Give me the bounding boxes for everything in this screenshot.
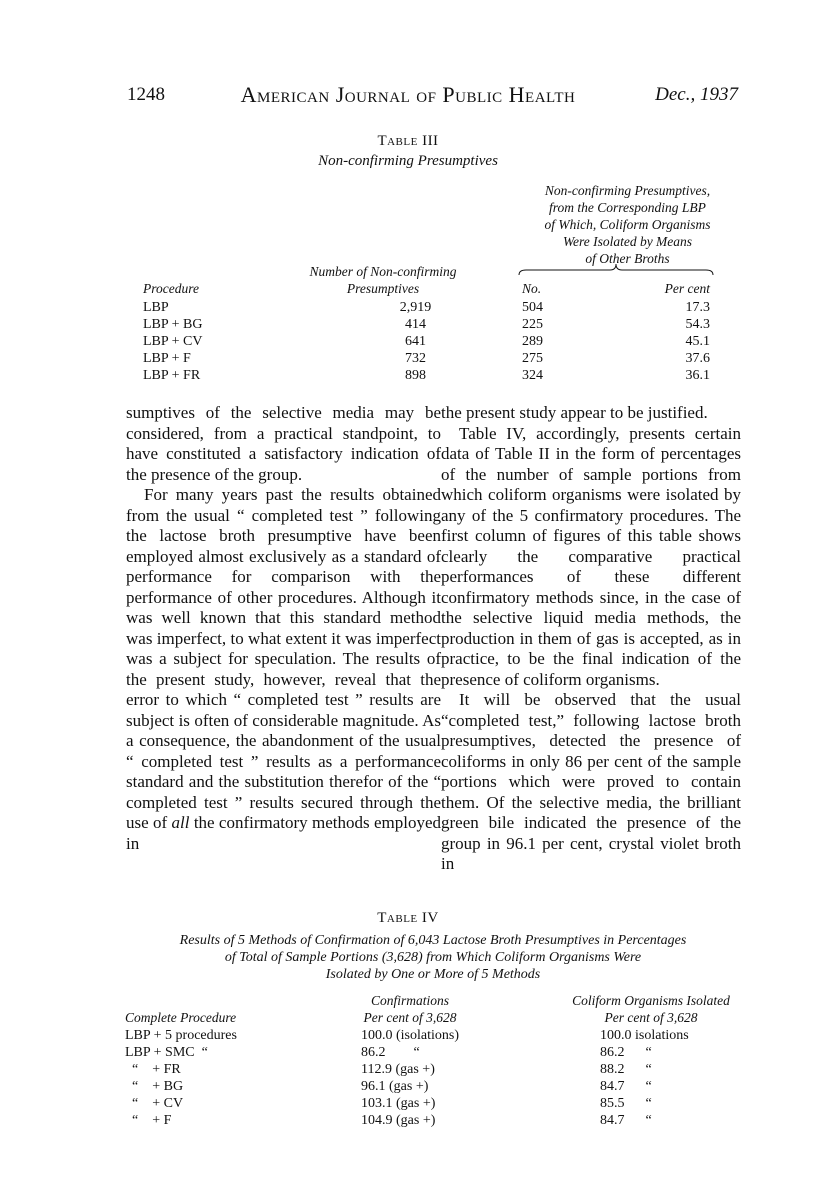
- emphasis-text: all: [171, 813, 190, 832]
- table-4-col-confirmations-line: Per cent of 3,628: [363, 1010, 457, 1025]
- table-row: [125, 1096, 745, 1113]
- cell-procedure: LBP + F: [143, 351, 191, 366]
- cell-confirmations: 96.1 (gas +): [361, 1079, 429, 1094]
- cell-procedure: “ + CV: [125, 1096, 184, 1111]
- table-3-brace: [518, 262, 714, 276]
- table-row: [143, 317, 713, 334]
- table-4-col-isolated: [556, 992, 746, 1026]
- paragraph-text: For many years past the results obtained from the usual “ completed test ” following the lactose broth presumptive have been employed almost exclusively as a standard of performance for comparison with the performance of other procedures. Although it was well known that this standard method was imperfect, to what extent it was imperfect was a subject for speculation. The results of the present study, however, reveal that the error to which “ completed test ” results are subject is often of considerable magnitude. As a consequence, the abandonment of the usual “ completed test ” results as a performance standard and the substitution therefor of the “ completed test ” results secured through the use of: [126, 485, 441, 832]
- table-4-col-procedure: Complete Procedure: [125, 1010, 237, 1025]
- table-4-caption: [118, 932, 748, 983]
- table-3-group-header: [515, 182, 740, 267]
- table-row: [125, 1079, 745, 1096]
- table-3-col-no: No.: [522, 281, 542, 296]
- page-number: 1248: [127, 84, 165, 105]
- cell-confirmations: 112.9 (gas +): [361, 1062, 435, 1077]
- cell-count: 641: [405, 334, 426, 349]
- cell-isolated: 86.2 “: [600, 1045, 652, 1060]
- table-row: [125, 1062, 745, 1079]
- paragraph: the present study appear to be justified.: [441, 403, 708, 422]
- cell-procedure: “ + F: [125, 1113, 172, 1128]
- table-3-col-pct: Per cent: [664, 281, 710, 296]
- cell-pct: 54.3: [685, 317, 710, 332]
- paragraph: Table IV, accordingly, presents certain data of Table II in the form of percentages of the number of sample portions from which coliform organisms were isolated by any of the 5 confirmatory procedures. The first column of figures of this table shows clearly the comparative practical performances of these different confirmatory methods since, in the case of the selective liquid media methods, the production in them of gas is accepted, as in practice, to be the final indication of the presence of coliform organisms.: [441, 423, 741, 689]
- table-3-group-header-line: Were Isolated by Means: [562, 234, 693, 249]
- table-4-caption-line: of Total of Sample Portions (3,628) from Which Coliform Organisms Were: [224, 950, 642, 965]
- cell-confirmations: 86.2 “: [361, 1045, 420, 1060]
- table-3-caption: Non-confirming Presumptives: [318, 153, 498, 169]
- table-4-title: Table IV: [377, 910, 439, 926]
- paragraph: sumptives of the selective media may be considered, from a practical standpoint, to have constituted a satisfactory indication of the presence of the group.: [126, 403, 441, 484]
- cell-isolated: 100.0 isolations: [600, 1028, 689, 1043]
- table-4-col-confirmations-line: Confirmations: [370, 993, 449, 1008]
- cell-procedure: “ + BG: [125, 1079, 184, 1094]
- table-3-col-procedure: Procedure: [143, 281, 199, 296]
- cell-procedure: LBP + SMC “: [125, 1045, 208, 1060]
- table-3-group-header-line: of Which, Coliform Organisms: [544, 217, 711, 232]
- table-3-body: [143, 300, 713, 385]
- cell-no: 275: [522, 351, 543, 366]
- cell-isolated: 84.7 “: [600, 1113, 652, 1128]
- table-3-title: Table III: [377, 133, 439, 149]
- table-4-col-confirmations: [350, 992, 470, 1026]
- cell-no: 324: [522, 368, 543, 383]
- cell-procedure: LBP + FR: [143, 368, 201, 383]
- cell-confirmations: 103.1 (gas +): [361, 1096, 436, 1111]
- table-row: [125, 1113, 745, 1130]
- cell-procedure: LBP: [143, 300, 169, 315]
- table-4-col-isolated-line: Coliform Organisms Isolated: [572, 993, 730, 1008]
- cell-pct: 37.6: [685, 351, 710, 366]
- table-row: [143, 351, 713, 368]
- cell-procedure: LBP + CV: [143, 334, 203, 349]
- table-4-caption-line: Isolated by One or More of 5 Methods: [325, 967, 541, 982]
- table-row: [143, 368, 713, 385]
- cell-confirmations: 100.0 (isolations): [361, 1028, 459, 1043]
- cell-isolated: 84.7 “: [600, 1079, 652, 1094]
- table-3-col-presumptives: [288, 263, 478, 297]
- body-column-right: [441, 403, 741, 875]
- cell-no: 504: [522, 300, 543, 315]
- table-4-col-isolated-line: Per cent of 3,628: [604, 1010, 698, 1025]
- cell-count: 732: [405, 351, 426, 366]
- issue-date: Dec., 1937: [655, 84, 738, 105]
- cell-procedure: “ + FR: [125, 1062, 181, 1077]
- cell-pct: 17.3: [685, 300, 710, 315]
- table-3-col-presumptives-line: Number of Non-confirming: [309, 264, 457, 279]
- table-row: [143, 300, 713, 317]
- table-4-body: [125, 1028, 745, 1130]
- cell-pct: 36.1: [685, 368, 710, 383]
- journal-title: American Journal of Public Health: [240, 82, 576, 107]
- table-3-group-header-line: Non-confirming Presumptives,: [544, 183, 711, 198]
- cell-count: 2,919: [399, 300, 432, 315]
- table-3-col-presumptives-line: Presumptives: [346, 281, 420, 296]
- cell-no: 289: [522, 334, 543, 349]
- cell-procedure: LBP + BG: [143, 317, 203, 332]
- cell-count: 898: [405, 368, 426, 383]
- cell-confirmations: 104.9 (gas +): [361, 1113, 436, 1128]
- table-row: [125, 1028, 745, 1045]
- cell-procedure: LBP + 5 procedures: [125, 1028, 237, 1043]
- table-row: [125, 1045, 745, 1062]
- paragraph: It will be observed that the usual “completed test,” following lactose broth presumptives, detected the presence of coliforms in only 86 per cent of the sample portions which were proved to contain them. Of the selective media, the brilliant green bile indicated the presence of the group in 96.1 per cent, crystal violet broth in: [441, 690, 741, 873]
- cell-isolated: 88.2 “: [600, 1062, 652, 1077]
- body-column-left: [126, 403, 441, 854]
- table-3-group-header-line: from the Corresponding LBP: [549, 200, 706, 215]
- cell-pct: 45.1: [685, 334, 710, 349]
- cell-count: 414: [405, 317, 426, 332]
- table-3-group-header-line: of Other Broths: [585, 251, 670, 266]
- paragraph: [126, 485, 441, 854]
- table-4-caption-line: Results of 5 Methods of Confirmation of 6,043 Lactose Broth Presumptives in Percentages: [179, 933, 687, 948]
- cell-isolated: 85.5 “: [600, 1096, 652, 1111]
- table-row: [143, 334, 713, 351]
- cell-no: 225: [522, 317, 543, 332]
- paragraph-text: the confirmatory methods employed in: [126, 813, 441, 853]
